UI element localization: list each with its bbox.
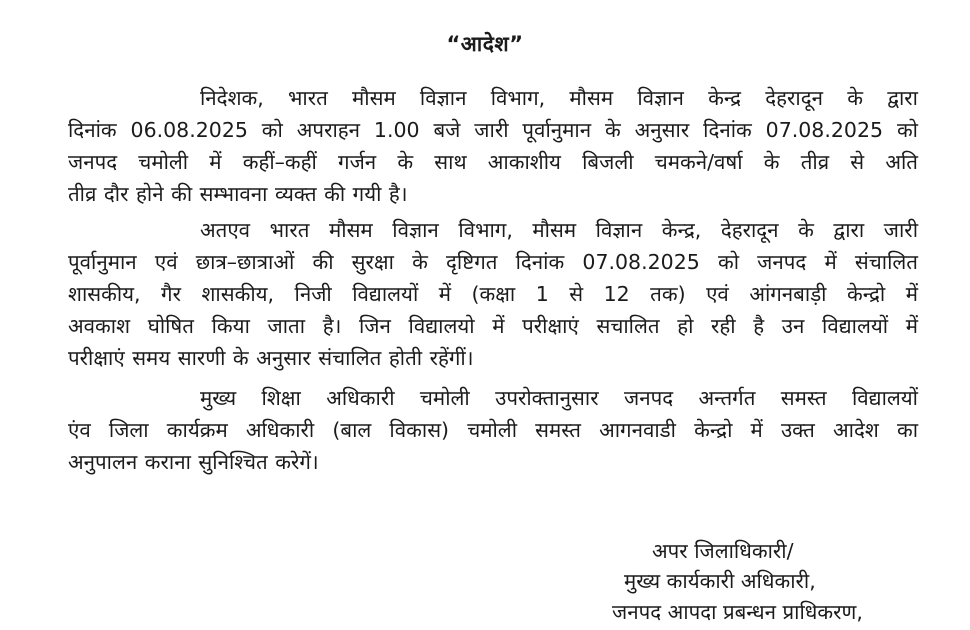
paragraph-2-line-2: पूर्वानुमान एवं छात्र–छात्राओं की सुरक्षा के दृष्टिगत दिनांक 07.08.2025 को जनपद में संचालित (68, 250, 918, 274)
paragraph-2-line-5: परीक्षाएं समय सारणी के अनुसार संचालित होती रहेंगीं। (68, 346, 474, 370)
paragraph-1-line-3: जनपद चमोली में कहीं–कहीं गर्जन के साथ आकाशीय बिजली चमकने/वर्षा के तीव्र से अति (68, 150, 918, 174)
signature-designation-1: अपर जिलाधिकारी/ (652, 539, 794, 563)
paragraph-1-line-2: दिनांक 06.08.2025 को अपराहन 1.00 बजे जारी पूर्वानुमान के अनुसार दिनांक 07.08.2025 को (68, 118, 918, 142)
signature-designation-2: मुख्य कार्यकारी अधिकारी, (624, 569, 816, 593)
paragraph-1-line-4: तीव्र दौर होने की सम्भावना व्यक्त की गयी है। (68, 182, 408, 206)
paragraph-2-line-3: शासकीय, गैर शासकीय, निजी विद्यालयों में (कक्षा 1 से 12 तक) एवं आंगनबाड़ी केन्द्रो में (68, 282, 918, 306)
paragraph-3-line-3: अनुपालन कराना सुनिश्चित करेगें। (68, 450, 319, 474)
paragraph-2-line-4: अवकाश घोषित किया जाता है। जिन विद्यालयो में परीक्षाएं सचालित हो रही है उन विद्यालयों में (68, 314, 918, 338)
paragraph-1-line-1: निदेशक, भारत मौसम विज्ञान विभाग, मौसम विज्ञान केन्द्र देहरादून के द्वारा (200, 86, 918, 110)
document-title: “आदेश” (446, 32, 524, 56)
paragraph-3-line-1: मुख्य शिक्षा अधिकारी चमोली उपरोक्तानुसार जनपद अन्तर्गत समस्त विद्यालयों (200, 386, 918, 410)
signature-designation-3: जनपद आपदा प्रबन्धन प्राधिकरण, (612, 600, 863, 624)
paragraph-3-line-2: एंव जिला कार्यक्रम अधिकारी (बाल विकास) चमोली समस्त आगनवाडी केन्द्रो में उक्त आदेश का (68, 418, 918, 442)
paragraph-2-line-1: अतएव भारत मौसम विज्ञान विभाग, मौसम विज्ञान केन्द्र, देहरादून के द्वारा जारी (200, 218, 918, 242)
